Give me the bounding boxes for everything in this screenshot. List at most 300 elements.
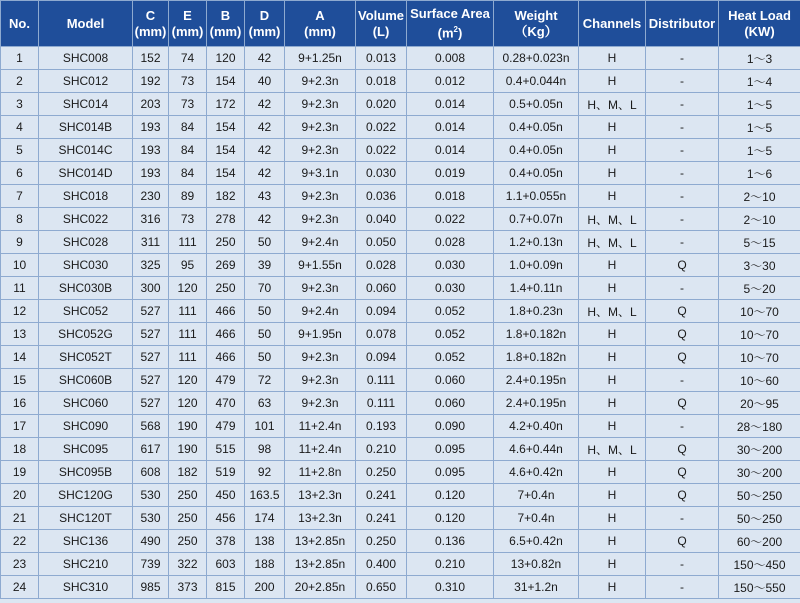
table-cell: 42 (245, 47, 285, 70)
table-cell: H (579, 369, 646, 392)
table-cell: SHC095B (39, 461, 133, 484)
table-cell: 10 (1, 254, 39, 277)
table-cell: 1 (1, 47, 39, 70)
table-row (1, 277, 800, 300)
table-cell: H (579, 277, 646, 300)
table-cell: 50 (245, 346, 285, 369)
table-cell: 111 (169, 231, 207, 254)
column-header (1, 1, 39, 47)
table-cell: 0.036 (356, 185, 407, 208)
table-cell: 0.022 (356, 139, 407, 162)
table-cell: 70 (245, 277, 285, 300)
table-cell: 2～10 (719, 208, 800, 231)
table-cell: 73 (169, 70, 207, 93)
table-cell: Q (646, 323, 719, 346)
table-cell: 1～6 (719, 162, 800, 185)
table-row (1, 300, 800, 323)
table-cell: 0.095 (407, 461, 494, 484)
table-cell: 20 (1, 484, 39, 507)
table-cell: 98 (245, 438, 285, 461)
table-cell: 19 (1, 461, 39, 484)
table-cell: 0.030 (407, 254, 494, 277)
table-cell: 519 (207, 461, 245, 484)
table-cell: 10～70 (719, 300, 800, 323)
table-cell: 3 (1, 93, 39, 116)
table-cell: 0.013 (356, 47, 407, 70)
table-row (1, 415, 800, 438)
column-header-unit: (mm) (134, 23, 167, 39)
table-cell: 530 (133, 484, 169, 507)
table-cell: 5 (1, 139, 39, 162)
table-cell: 322 (169, 553, 207, 576)
table-cell: 450 (207, 484, 245, 507)
table-cell: SHC310 (39, 576, 133, 599)
table-cell: SHC028 (39, 231, 133, 254)
column-header-unit: (mm) (171, 23, 204, 39)
table-cell: 73 (169, 208, 207, 231)
table-cell: 373 (169, 576, 207, 599)
table-cell: 4.6+0.44n (494, 438, 579, 461)
table-cell: - (646, 208, 719, 231)
table-cell: 163.5 (245, 484, 285, 507)
table-cell: 0.052 (407, 346, 494, 369)
table-row (1, 369, 800, 392)
table-cell: SHC120G (39, 484, 133, 507)
table-cell: 0.210 (356, 438, 407, 461)
table-cell: 50 (245, 231, 285, 254)
table-cell: 0.018 (356, 70, 407, 93)
table-cell: 200 (245, 576, 285, 599)
column-header (646, 1, 719, 47)
table-cell: 470 (207, 392, 245, 415)
column-header-title: No. (9, 15, 30, 31)
table-cell: 6.5+0.42n (494, 530, 579, 553)
table-cell: 1.1+0.055n (494, 185, 579, 208)
table-cell: 9+2.3n (285, 392, 356, 415)
table-cell: 1.0+0.09n (494, 254, 579, 277)
table-cell: 0.028 (356, 254, 407, 277)
column-header (407, 1, 494, 47)
table-cell: 13+0.82n (494, 553, 579, 576)
table-cell: 4.6+0.42n (494, 461, 579, 484)
table-cell: 1.4+0.11n (494, 277, 579, 300)
table-cell: 0.193 (356, 415, 407, 438)
table-cell: H (579, 162, 646, 185)
table-cell: 0.250 (356, 530, 407, 553)
table-cell: 490 (133, 530, 169, 553)
unit-superscript: 2 (453, 24, 458, 34)
table-cell: SHC018 (39, 185, 133, 208)
column-header-unit: (mm) (248, 23, 281, 39)
table-row (1, 392, 800, 415)
table-cell: 193 (133, 116, 169, 139)
table-cell: 203 (133, 93, 169, 116)
table-cell: 0.014 (407, 139, 494, 162)
table-cell: - (646, 415, 719, 438)
table-cell: 0.030 (407, 277, 494, 300)
column-header (494, 1, 579, 47)
table-cell: 0.111 (356, 392, 407, 415)
table-cell: 72 (245, 369, 285, 392)
column-header-title: Model (66, 15, 105, 31)
table-cell: 15 (1, 369, 39, 392)
table-cell: 9+3.1n (285, 162, 356, 185)
column-header-title: B (220, 7, 231, 23)
table-cell: 92 (245, 461, 285, 484)
table-cell: 84 (169, 116, 207, 139)
table-cell: 527 (133, 323, 169, 346)
table-cell: 378 (207, 530, 245, 553)
table-cell: 18 (1, 438, 39, 461)
table-cell: 2.4+0.195n (494, 369, 579, 392)
table-cell: 154 (207, 70, 245, 93)
table-cell: 120 (169, 369, 207, 392)
table-cell: SHC012 (39, 70, 133, 93)
table-cell: 0.28+0.023n (494, 47, 579, 70)
table-cell: 278 (207, 208, 245, 231)
table-row (1, 484, 800, 507)
table-cell: 1.2+0.13n (494, 231, 579, 254)
table-cell: 0.120 (407, 484, 494, 507)
table-cell: 13+2.3n (285, 484, 356, 507)
table-cell: 1.8+0.23n (494, 300, 579, 323)
table-cell: 0.052 (407, 300, 494, 323)
table-cell: 14 (1, 346, 39, 369)
table-cell: 120 (207, 47, 245, 70)
table-cell: H、M、L (579, 300, 646, 323)
table-cell: 0.090 (407, 415, 494, 438)
table-cell: 2 (1, 70, 39, 93)
table-row (1, 576, 800, 599)
table-cell: 1～5 (719, 116, 800, 139)
table-row (1, 162, 800, 185)
table-cell: Q (646, 484, 719, 507)
column-header-unit: （Kg） (514, 23, 558, 39)
table-cell: 0.310 (407, 576, 494, 599)
column-header (39, 1, 133, 47)
table-cell: 11 (1, 277, 39, 300)
table-cell: 42 (245, 116, 285, 139)
table-cell: 0.040 (356, 208, 407, 231)
table-cell: SHC014D (39, 162, 133, 185)
table-cell: - (646, 369, 719, 392)
table-cell: 530 (133, 507, 169, 530)
table-cell: 9+1.55n (285, 254, 356, 277)
table-cell: 456 (207, 507, 245, 530)
table-cell: 42 (245, 139, 285, 162)
column-header-title: E (183, 7, 192, 23)
table-cell: 21 (1, 507, 39, 530)
column-header (169, 1, 207, 47)
table-cell: Q (646, 438, 719, 461)
table-cell: 0.078 (356, 323, 407, 346)
table-cell: H、M、L (579, 93, 646, 116)
table-cell: H (579, 553, 646, 576)
table-cell: H (579, 415, 646, 438)
table-row (1, 507, 800, 530)
header-row (1, 1, 800, 47)
table-cell: 1～3 (719, 47, 800, 70)
column-header (356, 1, 407, 47)
table-cell: 0.022 (407, 208, 494, 231)
table-cell: 0.210 (407, 553, 494, 576)
table-cell: 311 (133, 231, 169, 254)
table-cell: 0.241 (356, 507, 407, 530)
table-cell: 13+2.3n (285, 507, 356, 530)
table-cell: Q (646, 392, 719, 415)
table-cell: SHC052G (39, 323, 133, 346)
table-cell: 985 (133, 576, 169, 599)
table-cell: 13 (1, 323, 39, 346)
table-cell: 0.028 (407, 231, 494, 254)
table-cell: 42 (245, 162, 285, 185)
table-row (1, 346, 800, 369)
column-header (719, 1, 800, 47)
table-cell: 60～200 (719, 530, 800, 553)
table-cell: H (579, 116, 646, 139)
table-cell: 120 (169, 277, 207, 300)
table-cell: 17 (1, 415, 39, 438)
table-cell: 111 (169, 323, 207, 346)
table-cell: 0.094 (356, 346, 407, 369)
table-cell: 1～5 (719, 93, 800, 116)
table-cell: 188 (245, 553, 285, 576)
table-cell: 11+2.8n (285, 461, 356, 484)
table-cell: 9+2.4n (285, 300, 356, 323)
table-cell: H (579, 254, 646, 277)
table-cell: 527 (133, 392, 169, 415)
table-cell: SHC030B (39, 277, 133, 300)
table-cell: 0.4+0.05n (494, 116, 579, 139)
column-header-title: Volume (358, 7, 404, 23)
table-cell: 0.136 (407, 530, 494, 553)
table-cell: 193 (133, 139, 169, 162)
table-cell: 1～4 (719, 70, 800, 93)
column-header-unit: (KW) (744, 23, 775, 39)
table-cell: 7+0.4n (494, 507, 579, 530)
table-cell: 0.012 (407, 70, 494, 93)
table-cell: 5～15 (719, 231, 800, 254)
table-cell: 608 (133, 461, 169, 484)
table-cell: SHC120T (39, 507, 133, 530)
table-cell: 0.060 (407, 369, 494, 392)
table-cell: 11+2.4n (285, 438, 356, 461)
table-cell: 50 (245, 323, 285, 346)
table-cell: 0.095 (407, 438, 494, 461)
table-cell: 39 (245, 254, 285, 277)
table-cell: 250 (207, 277, 245, 300)
table-cell: 0.014 (407, 116, 494, 139)
table-cell: 4.2+0.40n (494, 415, 579, 438)
table-row (1, 93, 800, 116)
table-cell: 42 (245, 93, 285, 116)
table-cell: H (579, 576, 646, 599)
table-cell: 4 (1, 116, 39, 139)
table-cell: 0.111 (356, 369, 407, 392)
table-cell: 0.241 (356, 484, 407, 507)
table-cell: 154 (207, 162, 245, 185)
table-cell: 84 (169, 139, 207, 162)
table-cell: 0.052 (407, 323, 494, 346)
table-cell: 9 (1, 231, 39, 254)
table-cell: H (579, 461, 646, 484)
table-cell: 815 (207, 576, 245, 599)
table-row (1, 116, 800, 139)
table-cell: 300 (133, 277, 169, 300)
table-cell: 479 (207, 369, 245, 392)
table-cell: 0.060 (356, 277, 407, 300)
column-header-unit: (L) (372, 23, 390, 39)
table-cell: 1～5 (719, 139, 800, 162)
table-cell: 316 (133, 208, 169, 231)
table-cell: Q (646, 461, 719, 484)
table-cell: - (646, 47, 719, 70)
column-header-title: Channels (582, 15, 642, 31)
table-cell: 5～20 (719, 277, 800, 300)
table-cell: 50 (245, 300, 285, 323)
column-header-title: Weight (514, 7, 558, 23)
table-cell: 43 (245, 185, 285, 208)
table-cell: SHC022 (39, 208, 133, 231)
table-cell: 42 (245, 208, 285, 231)
table-cell: 13+2.85n (285, 553, 356, 576)
table-cell: 7 (1, 185, 39, 208)
table-cell: 6 (1, 162, 39, 185)
table-cell: H (579, 139, 646, 162)
table-cell: 250 (169, 507, 207, 530)
column-header-unit-tail: ) (458, 25, 463, 41)
table-row (1, 185, 800, 208)
table-cell: 30～200 (719, 461, 800, 484)
table-cell: 63 (245, 392, 285, 415)
table-cell: 84 (169, 162, 207, 185)
table-cell: SHC060B (39, 369, 133, 392)
table-cell: 7+0.4n (494, 484, 579, 507)
table-cell: 739 (133, 553, 169, 576)
column-header-title: A (315, 7, 325, 23)
column-header-title: D (259, 7, 270, 23)
table-cell: 12 (1, 300, 39, 323)
table-cell: 192 (133, 70, 169, 93)
table-row (1, 208, 800, 231)
table-cell: 30～200 (719, 438, 800, 461)
table-cell: 617 (133, 438, 169, 461)
table-cell: SHC014 (39, 93, 133, 116)
table-cell: 101 (245, 415, 285, 438)
table-cell: H (579, 185, 646, 208)
table-cell: 22 (1, 530, 39, 553)
table-cell: - (646, 139, 719, 162)
column-header (579, 1, 646, 47)
table-cell: 9+2.3n (285, 208, 356, 231)
table-cell: 73 (169, 93, 207, 116)
table-cell: 95 (169, 254, 207, 277)
table-cell: - (646, 553, 719, 576)
column-header-title: C (145, 7, 156, 23)
table-cell: 50～250 (719, 507, 800, 530)
table-cell: 466 (207, 346, 245, 369)
table-cell: 0.008 (407, 47, 494, 70)
table-cell: - (646, 93, 719, 116)
table-cell: 466 (207, 323, 245, 346)
table-cell: 154 (207, 116, 245, 139)
table-cell: - (646, 162, 719, 185)
table-cell: 0.4+0.05n (494, 162, 579, 185)
table-cell: 10～70 (719, 346, 800, 369)
table-cell: 466 (207, 300, 245, 323)
table-cell: - (646, 576, 719, 599)
table-cell: - (646, 185, 719, 208)
table-cell: 0.7+0.07n (494, 208, 579, 231)
column-header-unit: (mm) (209, 23, 242, 39)
table-cell: 40 (245, 70, 285, 93)
table-cell: H、M、L (579, 231, 646, 254)
table-row (1, 530, 800, 553)
table-cell: 9+1.25n (285, 47, 356, 70)
table-cell: H (579, 507, 646, 530)
table-cell: 250 (169, 484, 207, 507)
table-cell: H (579, 47, 646, 70)
table-body (1, 47, 800, 599)
table-cell: 16 (1, 392, 39, 415)
table-cell: SHC090 (39, 415, 133, 438)
table-cell: 9+2.3n (285, 346, 356, 369)
table-row (1, 461, 800, 484)
table-cell: 24 (1, 576, 39, 599)
table-cell: 152 (133, 47, 169, 70)
table-cell: 172 (207, 93, 245, 116)
table-cell: 0.4+0.05n (494, 139, 579, 162)
table-cell: 9+2.4n (285, 231, 356, 254)
table-cell: 230 (133, 185, 169, 208)
table-cell: SHC014B (39, 116, 133, 139)
table-cell: - (646, 277, 719, 300)
table-cell: Q (646, 530, 719, 553)
table-cell: Q (646, 300, 719, 323)
table-cell: 3～30 (719, 254, 800, 277)
table-cell: 111 (169, 300, 207, 323)
table-cell: SHC060 (39, 392, 133, 415)
table-cell: SHC052 (39, 300, 133, 323)
table-cell: 250 (169, 530, 207, 553)
table-row (1, 47, 800, 70)
table-cell: H (579, 392, 646, 415)
column-header (207, 1, 245, 47)
table-cell: 527 (133, 300, 169, 323)
table-cell: 20+2.85n (285, 576, 356, 599)
table-cell: 50～250 (719, 484, 800, 507)
table-cell: H (579, 70, 646, 93)
table-cell: - (646, 507, 719, 530)
table-cell: 190 (169, 415, 207, 438)
table-cell: SHC008 (39, 47, 133, 70)
column-header-title: Surface Area (410, 5, 490, 21)
table-cell: 0.400 (356, 553, 407, 576)
table-cell: 193 (133, 162, 169, 185)
table-cell: SHC136 (39, 530, 133, 553)
table-cell: 174 (245, 507, 285, 530)
table-cell: H (579, 484, 646, 507)
table-cell: H (579, 530, 646, 553)
table-cell: 0.060 (407, 392, 494, 415)
table-cell: 182 (207, 185, 245, 208)
table-cell: 9+2.3n (285, 93, 356, 116)
table-cell: 182 (169, 461, 207, 484)
table-cell: H (579, 323, 646, 346)
table-cell: H、M、L (579, 208, 646, 231)
table-cell: 0.094 (356, 300, 407, 323)
table-cell: 9+2.3n (285, 277, 356, 300)
